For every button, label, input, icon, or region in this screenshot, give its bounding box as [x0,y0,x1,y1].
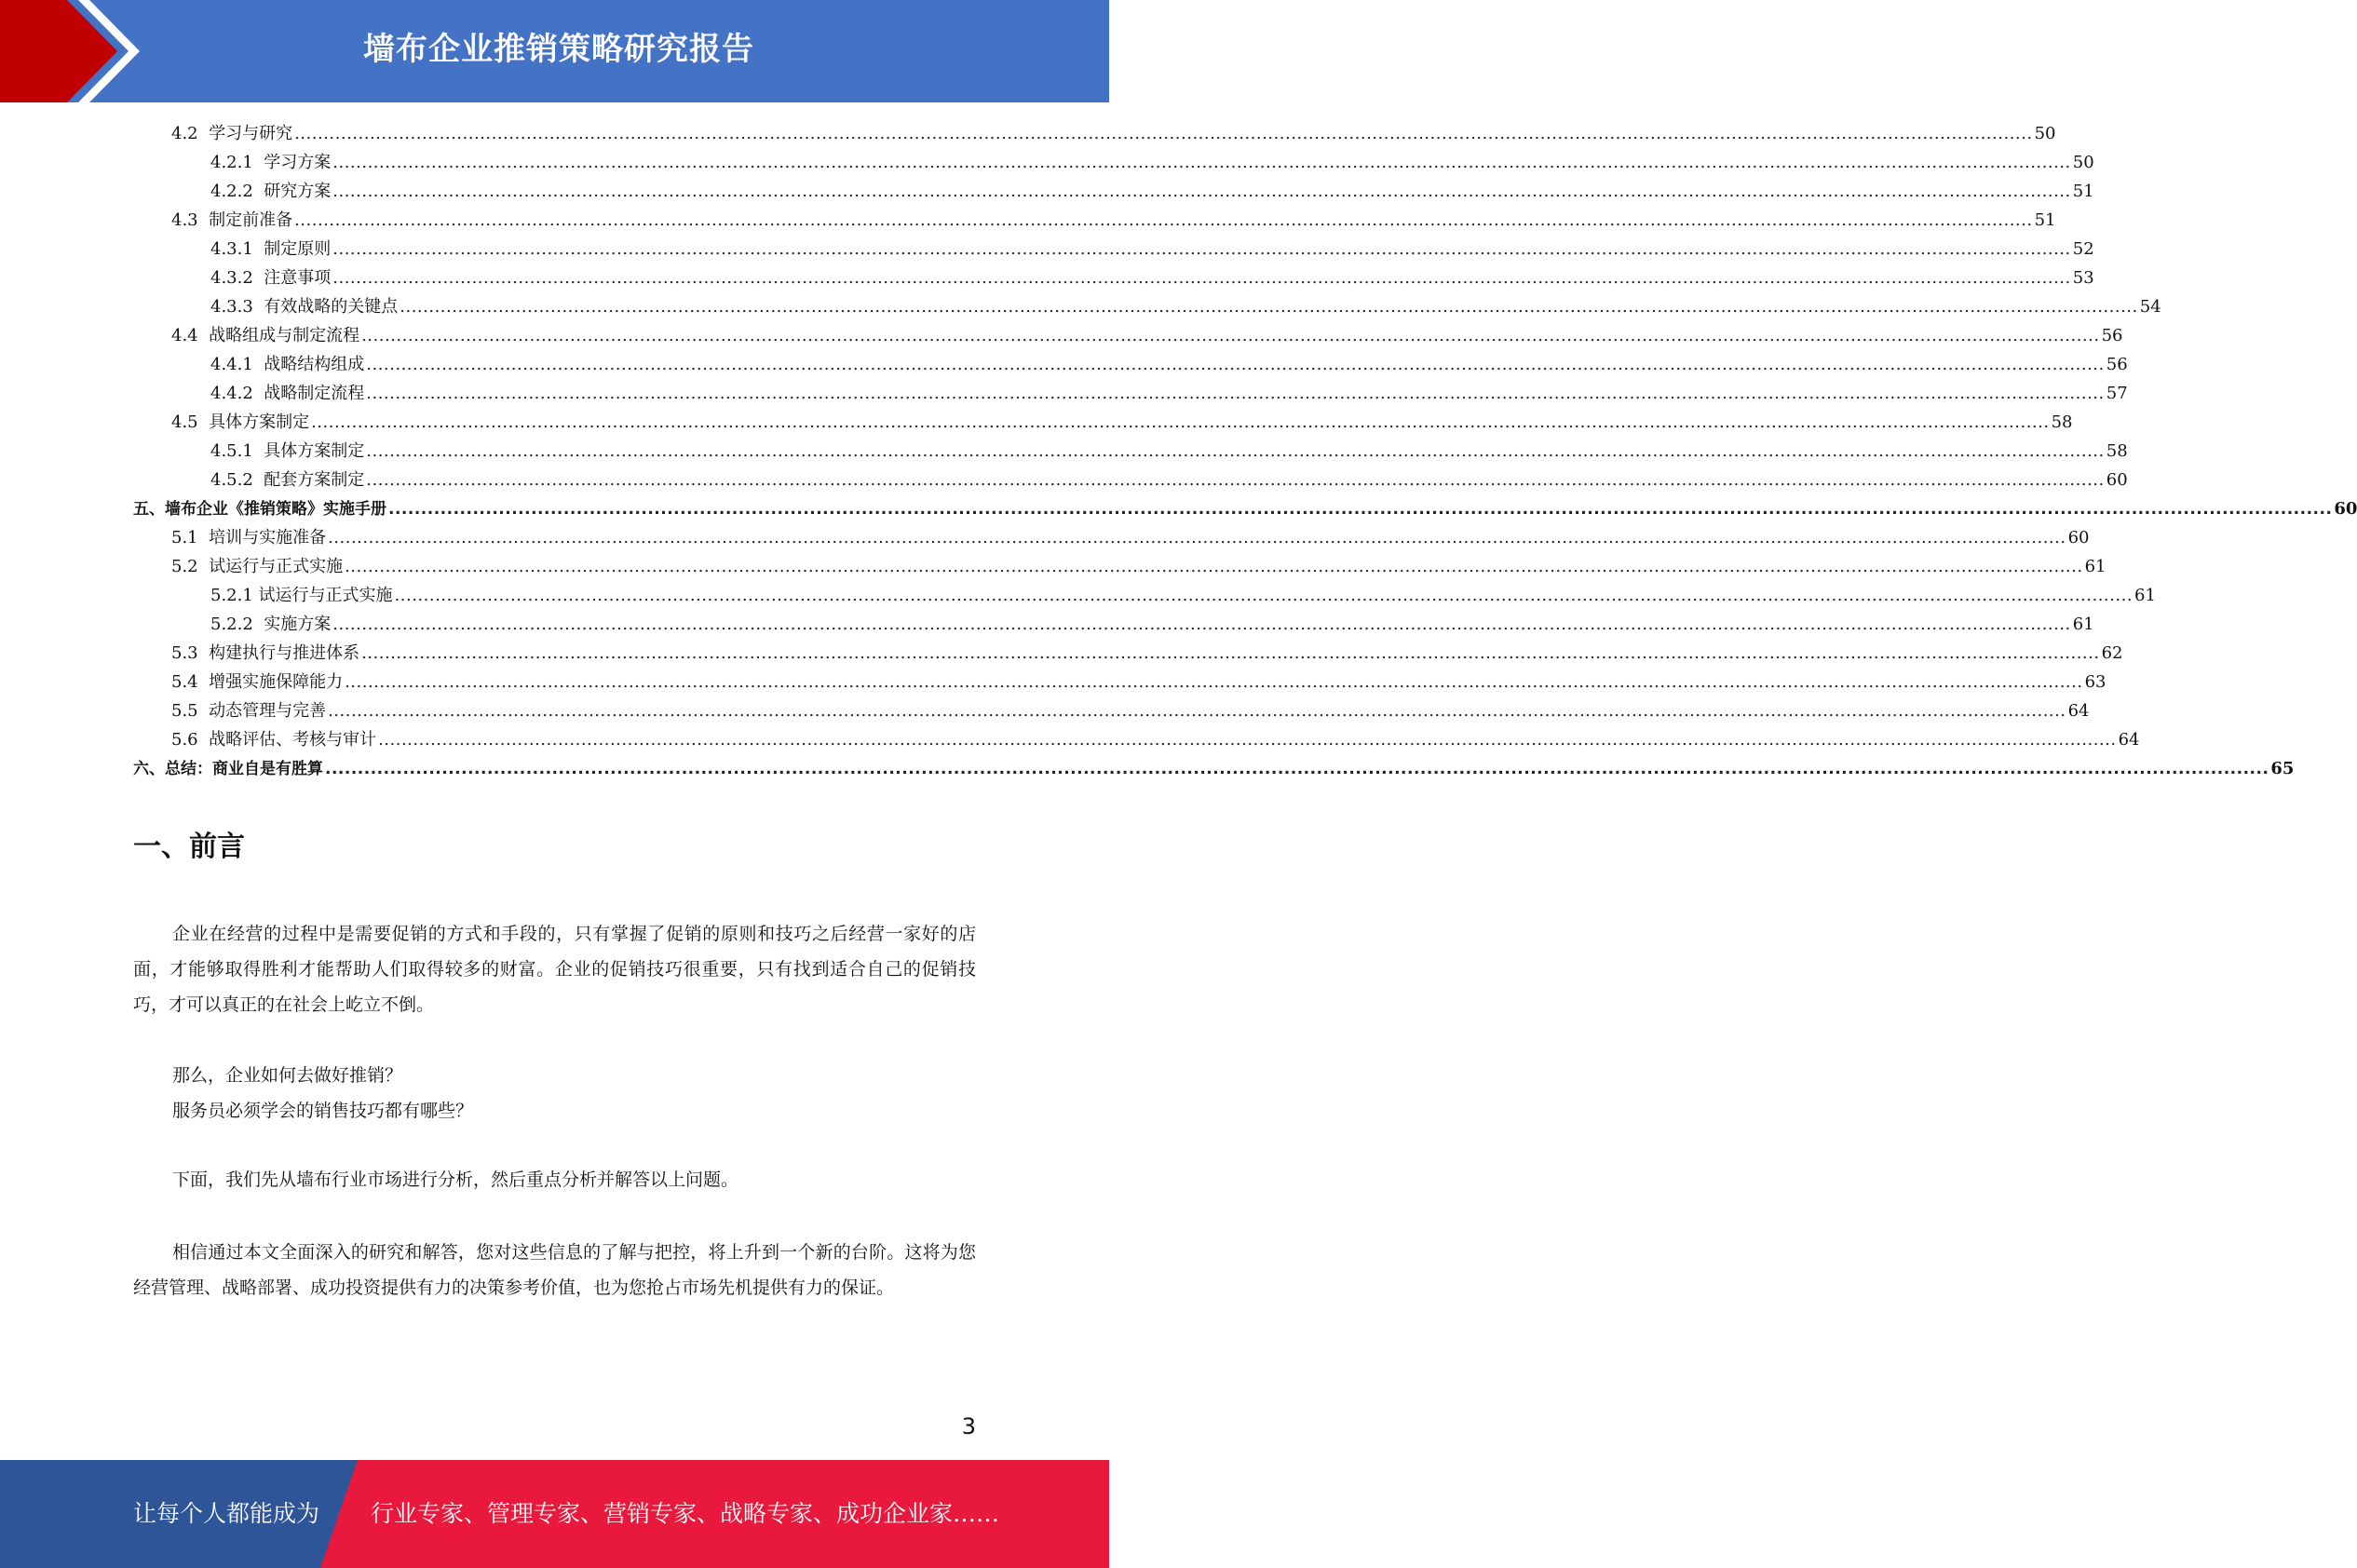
paragraph: 相信通过本文全面深入的研究和解答，您对这些信息的了解与把控，将上升到一个新的台阶。这将为您经营管理、战略部署、成功投资提供有力的决策参考价值，也为您抢占市场先机提供有力的保证。 [133,1242,976,1298]
toc-entry-label: 培训与实施准备 [209,528,327,547]
toc-leader-dots: ............................................................................................................................................................................................................................................................................................................ [332,268,2071,288]
toc-entry-label: 五、墙布企业《推销策略》实施手册 [133,500,386,519]
toc-entry-page: 53 [2072,268,2094,288]
toc-entry-number: 5.2.1 [210,586,259,605]
toc-entry-page: 56 [2106,355,2128,374]
toc-entry-page: 61 [2084,557,2106,576]
paragraph: 那么，企业如何去做好推销？ [172,1065,403,1086]
toc-leader-dots: ............................................................................................................................................................................................................................................................................................................ [394,586,2133,605]
toc-entry-label: 试运行与正式实施 [258,586,393,605]
toc-leader-dots: ............................................................................................................................................................................................................................................................................................................ [332,615,2071,634]
toc-entry-number: 5.1 [171,528,210,547]
toc-entry[interactable] [210,610,2094,639]
toc-entry[interactable] [210,148,2094,177]
toc-entry-page: 60 [2067,528,2090,547]
paragraph: 企业在经营的过程中是需要促销的方式和手段的，只有掌握了促销的原则和技巧之后经营一家好的店面，才能够取得胜利才能帮助人们取得较多的财富。企业的促销技巧很重要，只有找到适合自己的促销技巧，才可以真正的在社会上屹立不倒。 [133,924,976,1015]
toc-entry-page: 61 [2072,615,2094,634]
toc-leader-dots: ............................................................................................................................................................................................................................................................................................................ [325,760,2269,778]
toc-entry-page: 61 [2134,586,2156,605]
footer-slogan-left: 让每个人都能成为 [133,1500,320,1527]
document-title: 墙布企业推销策略研究报告 [363,31,754,68]
toc-leader-dots: ............................................................................................................................................................................................................................................................................................................ [332,153,2071,172]
toc-entry-number: 4.2.2 [210,182,264,201]
toc-entry-page: 60 [2106,470,2128,490]
toc-entry-number: 4.5.2 [210,470,264,490]
toc-leader-dots: ............................................................................................................................................................................................................................................................................................................ [294,124,2033,143]
toc-entry-page: 62 [2101,643,2123,663]
toc-leader-dots: ............................................................................................................................................................................................................................................................................................................ [366,384,2105,403]
toc-entry-number: 5.4 [171,672,210,692]
toc-entry-page: 64 [2067,701,2090,721]
toc-entry[interactable] [210,437,2128,466]
toc-entry-page: 50 [2034,124,2056,143]
toc-entry-number: 4.3.1 [210,239,264,259]
toc-entry[interactable] [133,494,2357,523]
toc-leader-dots: ............................................................................................................................................................................................................................................................................................................ [388,500,2333,519]
toc-entry[interactable] [210,379,2128,408]
toc-entry[interactable] [210,235,2094,264]
toc-entry-label: 学习方案 [264,153,332,172]
toc-entry-number: 4.4.1 [210,355,264,374]
toc-entry[interactable] [210,466,2128,494]
toc-entry[interactable] [171,639,2123,668]
toc-entry-label: 制定前准备 [209,210,293,230]
toc-entry-label: 有效战略的关键点 [264,297,399,317]
toc-entry[interactable] [171,523,2090,552]
toc-entry-label: 构建执行与推进体系 [209,643,360,663]
toc-leader-dots: ............................................................................................................................................................................................................................................................................................................ [328,528,2066,547]
paragraph: 服务员必须学会的销售技巧都有哪些？ [172,1101,474,1121]
toc-entry-number: 4.3 [171,210,210,230]
toc-entry-page: 50 [2072,153,2094,172]
toc-entry-number: 4.5.1 [210,441,264,461]
toc-entry-page: 51 [2034,210,2056,230]
section-heading: 一、前言 [133,831,245,863]
toc-entry[interactable] [171,408,2073,437]
toc-entry-label: 具体方案制定 [264,441,365,461]
toc-entry[interactable] [171,725,2140,754]
toc-entry-page: 63 [2084,672,2106,692]
toc-entry[interactable] [171,321,2123,350]
toc-entry-label: 增强实施保障能力 [209,672,344,692]
toc-entry-label: 六、总结：商业自是有胜算 [133,760,323,778]
toc-entry[interactable] [171,119,2056,148]
toc-leader-dots: ............................................................................................................................................................................................................................................................................................................ [332,239,2071,259]
toc-leader-dots: ............................................................................................................................................................................................................................................................................................................ [345,557,2083,576]
toc-entry-number: 4.4.2 [210,384,264,403]
toc-entry-number: 4.3.2 [210,268,264,288]
toc-entry-label: 学习与研究 [209,124,293,143]
toc-leader-dots: ............................................................................................................................................................................................................................................................................................................ [400,297,2138,317]
toc-entry[interactable] [210,350,2128,379]
toc-entry-number: 5.5 [171,701,210,721]
toc-entry[interactable] [210,264,2094,292]
toc-entry-page: 57 [2106,384,2128,403]
toc-entry-page: 60 [2334,499,2357,519]
toc-entry-number: 5.6 [171,730,210,750]
toc-entry-label: 战略评估、考核与审计 [209,730,377,750]
toc-leader-dots: ............................................................................................................................................................................................................................................................................................................ [311,412,2050,432]
toc-entry-number: 5.2.2 [210,615,264,634]
toc-entry[interactable] [171,668,2106,696]
toc-entry-number: 4.2 [171,124,210,143]
toc-entry-label: 研究方案 [264,182,332,201]
toc-entry-page: 65 [2270,759,2295,778]
toc-entry-number: 4.3.3 [210,297,264,317]
toc-entry-label: 具体方案制定 [209,412,310,432]
toc-entry[interactable] [133,754,2295,783]
toc-entry-number: 5.2 [171,557,210,576]
header-arrow-decoration [0,0,149,102]
toc-leader-dots: ............................................................................................................................................................................................................................................................................................................ [332,182,2071,201]
toc-leader-dots: ............................................................................................................................................................................................................................................................................................................ [345,672,2083,692]
toc-entry-label: 注意事项 [264,268,332,288]
toc-leader-dots: ............................................................................................................................................................................................................................................................................................................ [328,701,2066,721]
toc-entry-label: 试运行与正式实施 [209,557,344,576]
toc-entry[interactable] [210,177,2094,206]
toc-leader-dots: ............................................................................................................................................................................................................................................................................................................ [294,210,2033,230]
footer-banner [0,1460,1109,1568]
toc-leader-dots: ............................................................................................................................................................................................................................................................................................................ [366,441,2105,461]
toc-entry-page: 64 [2118,730,2140,750]
toc-entry-page: 52 [2072,239,2094,259]
toc-entry[interactable] [171,206,2056,235]
toc-leader-dots: ............................................................................................................................................................................................................................................................................................................ [378,730,2117,750]
toc-leader-dots: ............................................................................................................................................................................................................................................................................................................ [366,355,2105,374]
toc-entry-label: 战略结构组成 [264,355,365,374]
toc-entry[interactable] [171,552,2106,581]
toc-leader-dots: ............................................................................................................................................................................................................................................................................................................ [366,470,2105,490]
toc-entry-label: 实施方案 [264,615,332,634]
toc-entry-label: 配套方案制定 [264,470,365,490]
toc-entry-page: 54 [2139,297,2161,317]
toc-entry-label: 动态管理与完善 [209,701,327,721]
toc-entry-number: 4.2.1 [210,153,264,172]
footer-slogan-right: 行业专家、管理专家、营销专家、战略专家、成功企业家…… [371,1500,1000,1527]
toc-entry-label: 战略制定流程 [264,384,365,403]
toc-entry-number: 4.4 [171,326,210,345]
toc-entry[interactable] [171,696,2090,725]
toc-entry-label: 制定原则 [264,239,332,259]
toc-entry-number: 5.3 [171,643,210,663]
toc-leader-dots: ............................................................................................................................................................................................................................................................................................................ [361,643,2100,663]
toc-entry-page: 58 [2051,412,2073,432]
toc-entry-page: 56 [2101,326,2123,345]
toc-leader-dots: ............................................................................................................................................................................................................................................................................................................ [361,326,2100,345]
page-number: 3 [961,1413,976,1440]
toc-entry-page: 58 [2106,441,2128,461]
toc-entry[interactable] [210,292,2161,321]
header-banner [0,0,1109,102]
toc-entry-number: 4.5 [171,412,210,432]
toc-entry[interactable] [210,581,2156,610]
toc-entry-page: 51 [2072,182,2094,201]
paragraph: 下面，我们先从墙布行业市场进行分析，然后重点分析并解答以上问题。 [172,1169,739,1190]
toc-entry-label: 战略组成与制定流程 [209,326,360,345]
